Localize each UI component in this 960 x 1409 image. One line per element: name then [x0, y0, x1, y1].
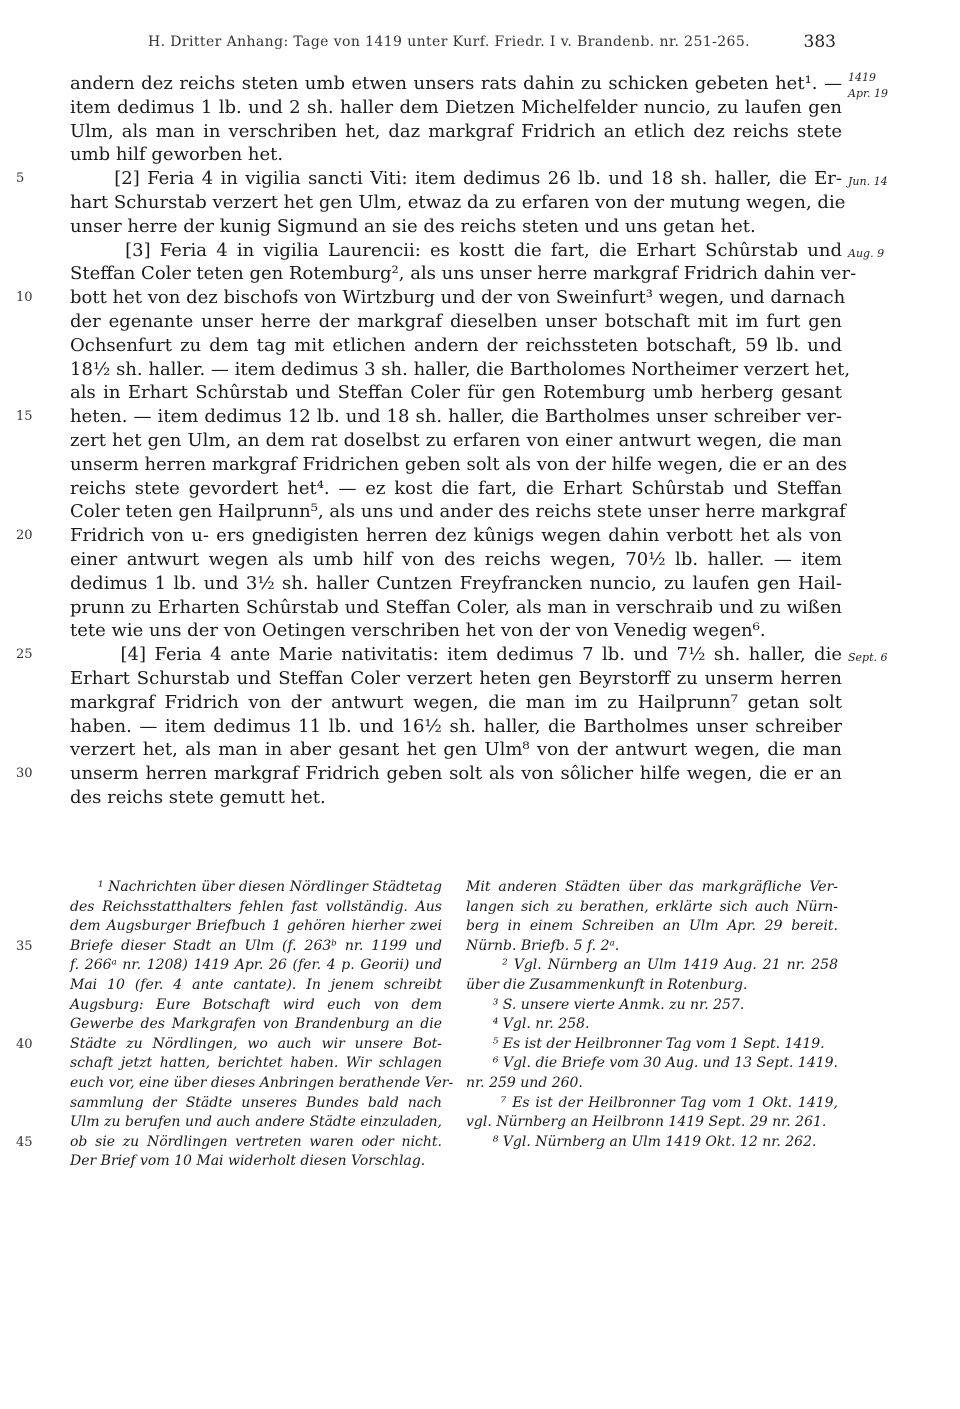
text-line: [70, 667, 842, 691]
text-line: [70, 143, 842, 167]
footnote-text: euch vor, eine über dieses Anbringen berathende Ver-: [70, 1074, 454, 1091]
footnote-line: [16, 1035, 442, 1055]
line-text: markgraf Fridrich von der antwurt wegen, die man im zu Hailprunn⁷ getan solt: [70, 691, 842, 713]
line-text: haben. — item dedimus 11 lb. und 16½ sh. haller, die Bartholmes unser schreiber: [70, 715, 842, 737]
text-line: [16, 286, 846, 310]
text-line: [16, 405, 842, 429]
line-text: dedimus 1 lb. und 3½ sh. haller Cuntzen Freyfrancken nuncio, zu laufen gen Hail-: [70, 572, 842, 594]
footnote-text: ² Vgl. Nürnberg an Ulm 1419 Aug. 21 nr. 258: [466, 957, 838, 974]
margin-date: Aug. 9: [848, 246, 885, 260]
line-text: hart Schurstab verzert het gen Ulm, etwaz da zu erfaren von der mutung wegen, die: [70, 191, 846, 213]
line-number: 5: [16, 171, 25, 187]
text-line: [70, 381, 842, 405]
line-number: 10: [16, 290, 33, 306]
footnote-line: [466, 898, 838, 918]
line-text: [2] Feria 4 in vigilia sancti Viti: item dedimus 26 lb. und 18 sh. haller, die Er-: [70, 168, 842, 190]
line-number: 40: [16, 1036, 33, 1052]
text-line: [16, 167, 842, 191]
line-text: unserm herren markgraf Fridrichen geben solt als von der hilfe wegen, die er an des: [70, 453, 848, 475]
footnote-text: Mai 10 (fer. 4 ante cantate). In jenem schreibt: [70, 976, 442, 993]
footnote-text: ⁷ Es ist der Heilbronner Tag vom 1 Okt. 1419,: [466, 1094, 838, 1111]
footnote-line: [466, 878, 838, 898]
footnote-text: berg in einem Schreiben an Ulm Apr. 29 bereit.: [466, 918, 838, 935]
footnote-text: ⁴ Vgl. nr. 258.: [466, 1016, 590, 1033]
main-text: [16, 71, 889, 810]
text-line: [70, 596, 842, 620]
line-number: 30: [16, 766, 33, 782]
footnote-line: [466, 1074, 838, 1094]
line-text: der egenante unser herre der markgraf dieselben unser botschaft mit im furt gen: [70, 310, 842, 332]
footnote-line: [466, 1113, 838, 1133]
footnote-line: [466, 976, 838, 996]
text-line: [70, 691, 842, 715]
line-text: verzert het, als man in aber gesant het gen Ulm⁸ von der antwurt wegen, die man: [70, 739, 842, 761]
line-text: bott het von dez bischofs von Wirtzburg und der von Sweinfurt³ wegen, und darnach: [70, 287, 846, 309]
line-text: prunn zu Erharten Schûrstab und Steffan Coler, als man in verschraib und zu wißen: [70, 596, 842, 618]
footnote-line: [70, 1152, 442, 1172]
line-text: heten. — item dedimus 12 lb. und 18 sh. haller, die Bartholmes unser schreiber ver-: [70, 406, 842, 428]
footnote-line: [466, 956, 838, 976]
footnote-text: ³ S. unsere vierte Anmk. zu nr. 257.: [466, 996, 745, 1013]
line-text: Ochsenfurt zu dem tag mit etlichen andern der reichssteten botschaft, 59 lb. und: [70, 334, 842, 356]
line-number: 15: [16, 409, 33, 425]
footnote-line: [70, 1094, 442, 1114]
footnote-line: [70, 1074, 454, 1094]
footnote-text: ⁶ Vgl. die Briefe vom 30 Aug. und 13 Sept. 1419.: [466, 1055, 838, 1072]
line-text: 18½ sh. haller. — item dedimus 3 sh. haller, die Bartholomes Northeimer verzert het,: [70, 358, 851, 380]
text-line: [70, 191, 846, 215]
text-line: [70, 786, 842, 810]
line-text: Ulm, als man in verschriben het, daz markgraf Fridrich an etlich dez reichs stete: [70, 120, 842, 142]
line-number: 20: [16, 528, 33, 544]
text-line: [70, 215, 842, 239]
footnote-line: [70, 1015, 442, 1035]
footnote-text: ob sie zu Nördlingen vertreten waren oder nicht.: [70, 1133, 442, 1150]
footnote-text: des Reichsstatthalters fehlen fast vollständig. Aus: [70, 898, 442, 915]
margin-date: Apr. 19: [848, 87, 889, 100]
text-line: [70, 72, 842, 96]
footnote-text: vgl. Nürnberg an Heilbronn 1419 Sept. 29 nr. 261.: [466, 1114, 827, 1131]
line-text: andern dez reichs steten umb etwen unsers rats dahin zu schicken gebeten het¹. —: [70, 73, 842, 94]
footnote-text: dem Augsburger Briefbuch 1 gehören hierher zwei: [70, 918, 442, 935]
footnote-text: nr. 259 und 260.: [466, 1074, 583, 1091]
text-line: [70, 310, 842, 334]
footnote-line: [466, 1133, 838, 1153]
line-text: Fridrich von u- ers gnedigisten herren dez kûnigs wegen dahin verbott het als von: [70, 525, 842, 547]
footnote-line: [466, 1035, 838, 1055]
line-text: zert het gen Ulm, an dem rat doselbst zu erfaren von einer antwurt wegen, die man: [70, 429, 842, 451]
footnote-line: [16, 1133, 442, 1153]
text-line: [70, 96, 842, 120]
text-line: [16, 643, 842, 667]
line-text: als in Erhart Schûrstab und Steffan Coler für gen Rotemburg umb herberg gesant: [70, 382, 842, 404]
text-line: [70, 120, 842, 144]
line-text: reichs stete gevordert het⁴. — ez kost die fart, die Erhart Schûrstab und Steffan: [70, 477, 842, 499]
footnote-line: [466, 996, 838, 1016]
footnote-text: über die Zusammenkunft in Rotenburg.: [466, 976, 748, 993]
footnote-text: ¹ Nachrichten über diesen Nördlinger Städtetag: [70, 879, 442, 895]
text-line: [70, 477, 842, 501]
footnote-text: langen sich zu berathen, erklärte sich auch Nürn-: [466, 898, 838, 915]
text-line: [70, 262, 857, 286]
footnote-text: Gewerbe des Markgrafen von Brandenburg an die: [70, 1016, 442, 1033]
footnote-line: [70, 976, 442, 996]
footnote-line: [466, 917, 838, 937]
margin-date: Jun. 14: [848, 175, 888, 189]
footnote-line: [70, 996, 442, 1016]
footnote-line: [70, 878, 442, 898]
line-number: 25: [16, 647, 33, 663]
footnote-text: Städte zu Nördlingen, wo auch wir unsere Bot-: [70, 1035, 442, 1052]
line-text: umb hilf geworben het.: [70, 144, 284, 166]
text-line: [70, 572, 842, 596]
line-text: Steffan Coler teten gen Rotemburg², als uns unser herre markgraf Fridrich dahin ver-: [70, 263, 857, 285]
footnote-text: Ulm zu berufen und auch andere Städte einzuladen,: [70, 1114, 442, 1131]
footnotes-left-column: [16, 878, 454, 1172]
margin-date: Sept. 6: [848, 651, 888, 665]
footnote-line: [16, 937, 442, 957]
text-line: [16, 524, 842, 548]
footnote-line: [466, 1094, 838, 1114]
text-line: [70, 334, 842, 358]
footnote-line: [70, 956, 442, 976]
footnote-text: ⁵ Es ist der Heilbronner Tag vom 1 Sept. 1419.: [466, 1035, 825, 1052]
footnote-text: f. 266ᵃ nr. 1208) 1419 Apr. 26 (fer. 4 p. Georii) und: [70, 957, 442, 974]
footnote-text: sammlung der Städte unseres Bundes bald nach: [70, 1094, 442, 1111]
line-number: 35: [16, 938, 33, 954]
text-line: [70, 358, 851, 382]
line-text: Erhart Schurstab und Steffan Coler verzert heten gen Beyrstorff zu unserm herren: [70, 667, 842, 689]
line-text: item dedimus 1 lb. und 2 sh. haller dem Dietzen Michelfelder nuncio, zu laufen gen: [70, 96, 842, 118]
footnote-text: Nürnb. Briefb. 5 f. 2ᵃ.: [466, 937, 620, 954]
footnote-text: Briefe dieser Stadt an Ulm (f. 263ᵇ nr. 1199 und: [70, 937, 442, 954]
line-text: unserm herren markgraf Fridrich geben solt als von sôlicher hilfe wegen, die er an: [70, 763, 842, 785]
footnote-text: Augsburg: Eure Botschaft wird euch von dem: [70, 996, 442, 1013]
footnote-line: [70, 917, 442, 937]
footnote-line: [70, 1054, 442, 1074]
page-number: 383: [803, 32, 836, 52]
line-text: tete wie uns der von Oetingen verschriben het von der von Venedig wegen⁶.: [70, 620, 766, 642]
footnote-text: Der Brief vom 10 Mai widerholt diesen Vorschlag.: [70, 1153, 426, 1170]
line-text: [4] Feria 4 ante Marie nativitatis: item dedimus 7 lb. und 7½ sh. haller, die: [70, 644, 842, 666]
footnote-line: [70, 898, 442, 918]
line-text: unser herre der kunig Sigmund an sie des reichs steten und uns getan het.: [70, 215, 756, 237]
line-text: Coler teten gen Hailprunn⁵, als uns und ander des reichs stete unser herre markgraf: [70, 501, 846, 523]
text-line: [16, 762, 842, 786]
footnotes-right-column: [466, 878, 838, 1152]
line-text: [3] Feria 4 in vigilia Laurencii: es kostt die fart, die Erhart Schûrstab und: [70, 239, 842, 261]
text-line: [70, 429, 842, 453]
footnote-line: [466, 1054, 838, 1074]
line-text: einer antwurt wegen als umb hilf von des reichs wegen, 70½ lb. haller. — item: [70, 548, 842, 570]
line-number: 45: [16, 1134, 33, 1150]
margin-date: 1419: [848, 71, 876, 84]
text-line: [70, 500, 846, 524]
footnote-line: [466, 937, 838, 957]
text-line: [70, 548, 842, 572]
text-line: [70, 453, 848, 477]
text-line: [70, 715, 842, 739]
running-header: H. Dritter Anhang: Tage von 1419 unter Kurf. Friedr. I v. Brandenb. nr. 251-265.: [148, 34, 751, 50]
footnote-text: ⁸ Vgl. Nürnberg an Ulm 1419 Okt. 12 nr. 262.: [466, 1133, 817, 1150]
footnote-text: schaft jetzt hatten, berichtet haben. Wir schlagen: [70, 1055, 442, 1072]
text-line: [70, 738, 842, 762]
text-line: [70, 239, 842, 263]
line-text: des reichs stete gemutt het.: [70, 786, 326, 808]
footnote-line: [70, 1113, 442, 1133]
text-line: [70, 619, 842, 643]
footnote-text: Mit anderen Städten über das markgräfliche Ver-: [466, 879, 838, 895]
footnote-line: [466, 1015, 838, 1035]
